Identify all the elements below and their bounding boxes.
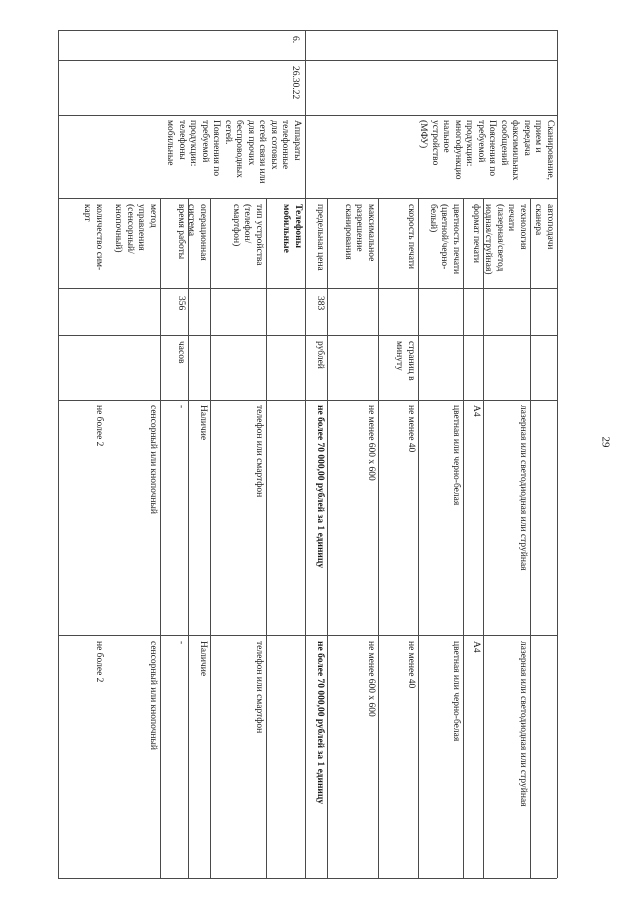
col-divider	[58, 115, 557, 116]
char-phones-title: Телефоны мобильные	[281, 204, 303, 253]
value1-format: А4	[471, 405, 481, 417]
unit-price: рублей	[315, 341, 325, 369]
page-number: 29	[599, 436, 612, 448]
value2-format: А4	[471, 641, 481, 653]
row-divider	[210, 198, 211, 878]
unit-speed: страниц в минуту	[394, 341, 416, 381]
row-divider	[160, 198, 161, 878]
value1-color: цветная или черно-белая	[451, 405, 461, 506]
value2-battery: -	[176, 641, 186, 645]
table-border-top	[58, 30, 557, 31]
char-format: формат печати	[471, 204, 481, 264]
value2-resolution: не менее 600 x 600	[366, 641, 376, 717]
row-divider	[530, 198, 531, 878]
row-divider	[418, 198, 419, 878]
value2-sim: не более 2	[94, 641, 104, 683]
row-number: 6.	[290, 36, 300, 44]
value2-control: сенсорный или кнопочный	[148, 641, 158, 750]
okei-price-code: 383	[315, 296, 325, 311]
char-color: цветность печати (цветной/черно- белый)	[428, 204, 461, 275]
value1-tech: лазерная или светодиодная или струйная	[518, 405, 528, 571]
char-tech: технология печати (лазерная/светод иодная/струйная)	[483, 204, 528, 275]
char-adf: автоподачи сканера	[533, 204, 555, 250]
unit-hours: часов	[176, 341, 186, 364]
value1-os: Наличие	[198, 405, 208, 441]
value1-device-type: телефон или смартфон	[254, 405, 264, 498]
char-device-type: тип устройства (телефон/ смартфон)	[231, 204, 264, 266]
value2-speed: не менее 40	[406, 641, 416, 689]
value1-resolution: не менее 600 x 600	[366, 405, 376, 481]
row-divider	[378, 198, 379, 878]
value2-os: Наличие	[198, 641, 208, 677]
phones-item-name: Аппараты телефонные для сотовых сетей связи или для прочих беспроводных сетей. Пояснения по требуемой продукции: телефоны мобильные	[165, 120, 302, 184]
value2-tech: лазерная или светодиодная или струйная	[518, 641, 528, 807]
okei-hours-code: 356	[176, 296, 186, 311]
row-divider	[305, 30, 306, 878]
value1-battery: -	[176, 405, 186, 409]
char-resolution: максимальное разрешение сканирования	[343, 204, 376, 262]
value1-sim: не более 2	[94, 405, 104, 447]
char-speed: скорость печати	[406, 204, 416, 269]
table-border-left	[58, 30, 59, 878]
value2-color: цветная или черно-белая	[451, 641, 461, 742]
row-divider	[463, 198, 464, 878]
value1-speed: не менее 40	[406, 405, 416, 453]
row-divider	[188, 198, 189, 878]
row-divider	[266, 198, 267, 878]
col-divider	[58, 60, 557, 61]
row-divider	[327, 198, 328, 878]
table-border-bottom	[58, 878, 557, 879]
char-battery: время работы	[176, 204, 186, 260]
char-sim: количество сим- карт	[82, 204, 104, 271]
char-max-price: предельная цена	[315, 204, 325, 271]
value1-max-price: не более 70 000,00 рублей за 1 единицу	[315, 405, 325, 569]
value2-max-price: не более 70 000,00 рублей за 1 единицу	[315, 641, 325, 805]
value1-control: сенсорный или кнопочный	[148, 405, 158, 514]
okpd-code: 26.30.22	[290, 66, 300, 100]
table-border-right	[557, 30, 558, 878]
value2-device-type: телефон или смартфон	[254, 641, 264, 734]
row-divider	[483, 198, 484, 878]
char-control: метод управления (сенсорный/ кнопочный)	[113, 204, 158, 254]
char-os: операционная система	[186, 204, 208, 261]
scanner-item-name: Сканирование, прием и передача факсимильных сообщений Пояснения по требуемой продукции: многофункцио нальное устройство (МФУ)	[418, 120, 555, 181]
